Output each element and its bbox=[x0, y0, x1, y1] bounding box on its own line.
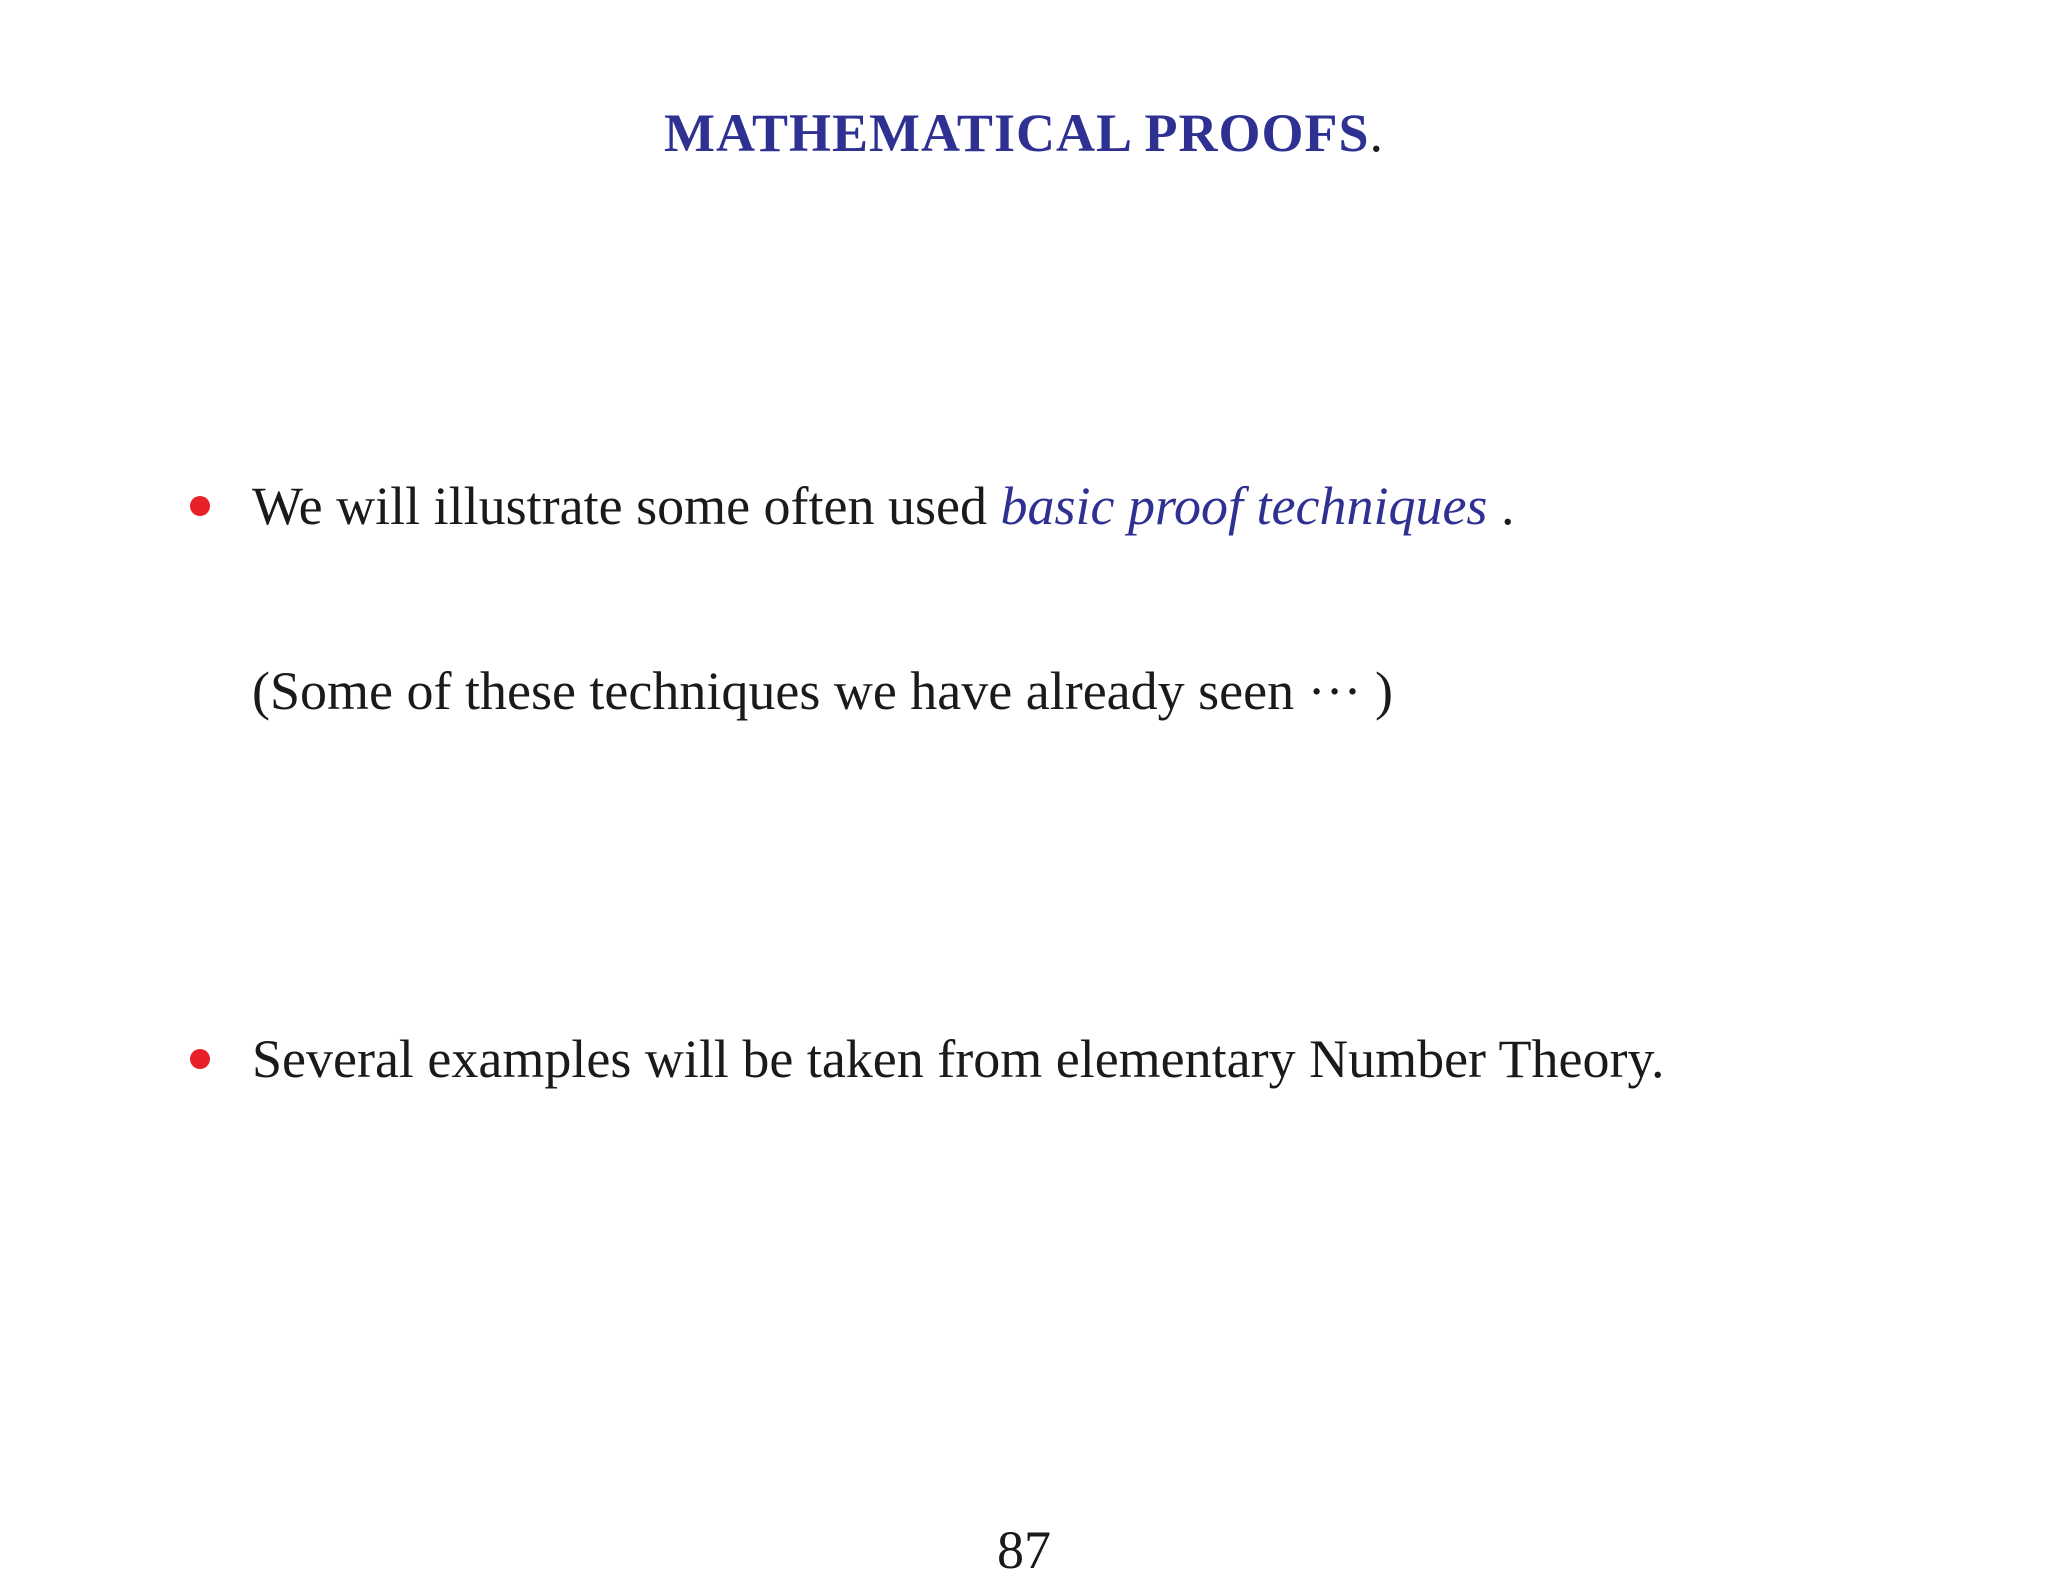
bullet-1-note: (Some of these techniques we have already seen ··· ) bbox=[252, 661, 1394, 721]
bullet-2-text: Several examples will be taken from elementary Number Theory. bbox=[252, 1029, 1665, 1089]
bullet-1-emphasis: basic proof techniques bbox=[1000, 476, 1488, 536]
slide-title bbox=[0, 100, 2048, 166]
bullet-1-text bbox=[252, 473, 1514, 539]
bullet-1-dot bbox=[190, 496, 210, 516]
bullet-1-suffix: . bbox=[1487, 476, 1515, 536]
page-number: 87 bbox=[997, 1520, 1051, 1580]
bullet-1-prefix: We will illustrate some often used bbox=[252, 476, 1001, 536]
slide-title-text: MATHEMATICAL PROOFS bbox=[663, 103, 1370, 163]
slide-title-period: . bbox=[1369, 103, 1385, 163]
bullet-2-dot bbox=[190, 1049, 210, 1069]
